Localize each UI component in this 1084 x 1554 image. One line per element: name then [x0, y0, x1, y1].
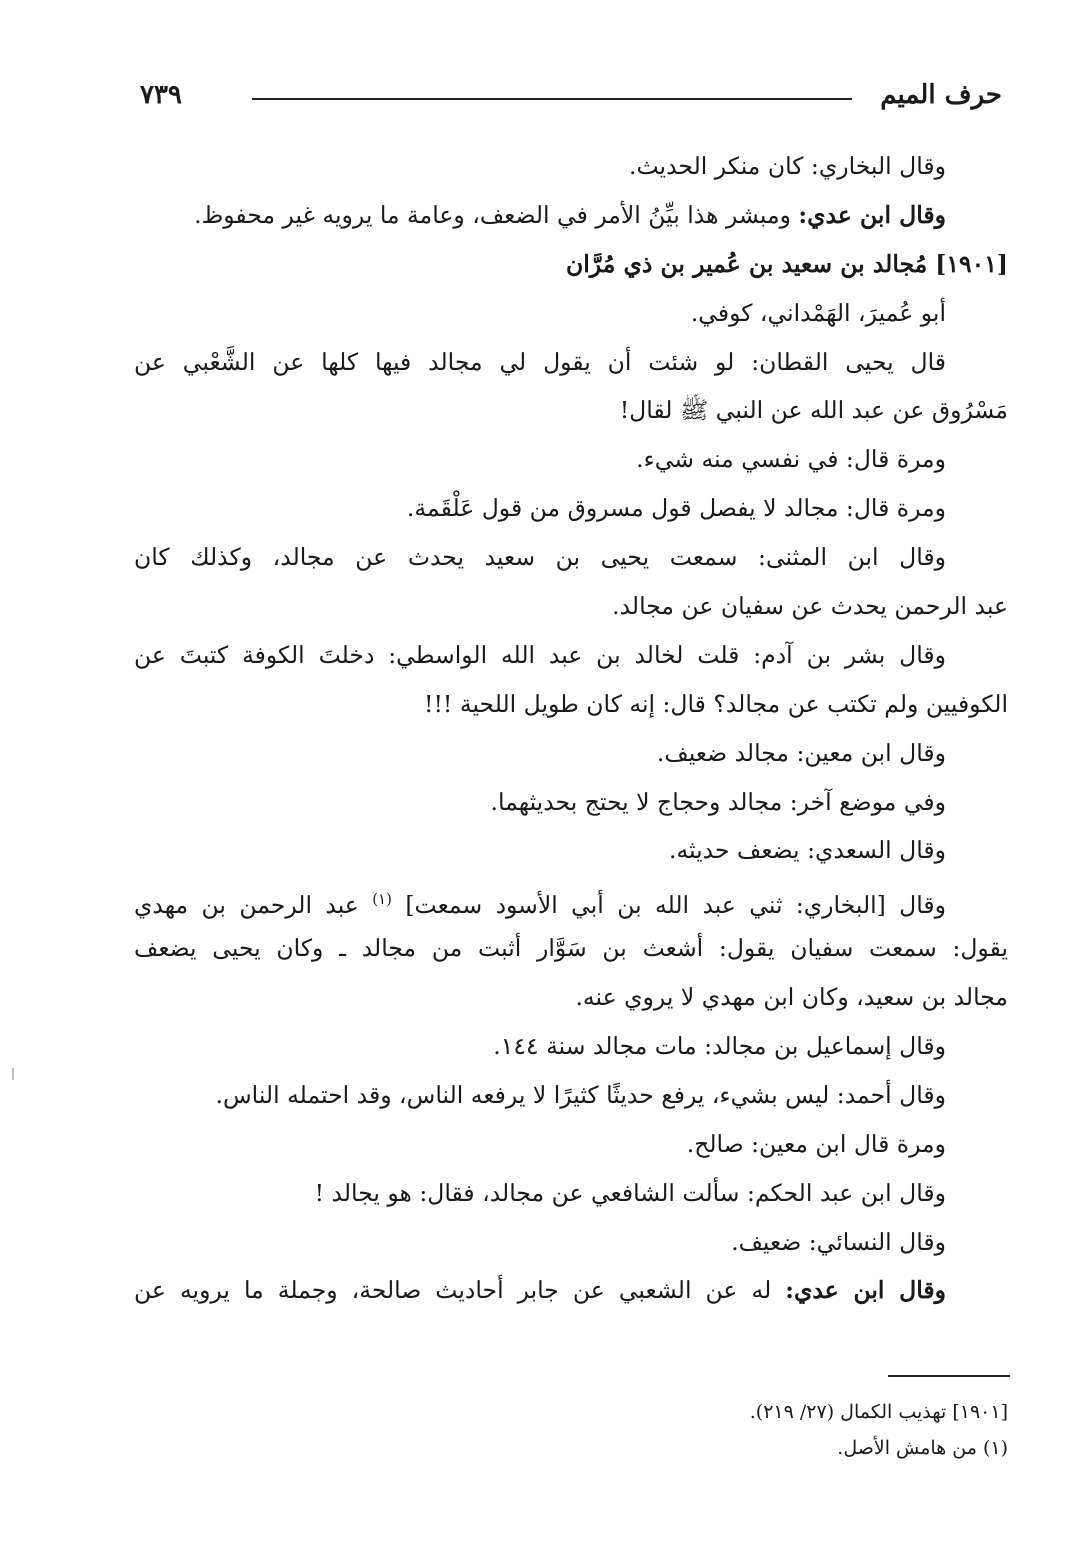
page-number: ٧٣٩	[140, 80, 182, 110]
entry-name: مُجالد بن سعيد بن عُمير بن ذي مُرَّان	[565, 249, 928, 278]
text-line: قال يحيى القطان: لو شئت أن يقول لي مجالد فيها كلها عن الشَّعْبي عن	[134, 347, 946, 376]
text-line: وقال ابن المثنى: سمعت يحيى بن سعيد يحدث عن مجالد، وكذلك كان	[134, 543, 946, 572]
text-line	[134, 191, 1008, 240]
text-line: ومرة قال: مجالد لا يفصل قول مسروق من قول عَلْقَمة.	[406, 494, 946, 523]
margin-mark	[12, 1068, 14, 1080]
footnote: [١٩٠١] تهذيب الكمال (٢٧/ ٢١٩).	[749, 1401, 1008, 1423]
line-text: ومبشر هذا بيِّنُ الأمر في الضعف، وعامة ما يرويه غير محفوظ.	[194, 200, 799, 229]
entry-heading	[134, 240, 1008, 289]
chapter-title: حرف الميم	[880, 80, 1002, 110]
running-head	[140, 78, 1002, 118]
text-line: مَسْرُوق عن عبد الله عن النبي ﷺ لقال!	[619, 396, 1008, 425]
text-line: وقال النسائي: ضعيف.	[731, 1227, 946, 1256]
text-line: أبو عُميرَ، الهَمْداني، كوفي.	[690, 298, 946, 327]
text-line: وقال البخاري: كان منكر الحديث.	[629, 152, 946, 180]
entry-number: [١٩٠١]	[935, 249, 1008, 278]
line-text: وقال [البخاري: ثني عبد الله بن أبي الأسود سمعت]	[405, 891, 946, 920]
text-line: يقول: سمعت سفيان يقول: أشعث بن سَوَّار أثبت من مجالد ـ وكان يحيى يضعف	[134, 934, 1008, 963]
text-line: وفي موضع آخر: مجالد وحجاج لا يحتج بحديثهما.	[490, 787, 946, 816]
main-text	[134, 142, 1008, 1315]
text-line: ومرة قال: في نفسي منه شيء.	[636, 445, 946, 474]
text-line: الكوفيين ولم تكتب عن مجالد؟ قال: إنه كان طويل اللحية !!!	[424, 689, 1008, 718]
footnote-rule	[888, 1375, 1010, 1377]
text-line: وقال بشر بن آدم: قلت لخالد بن عبد الله الواسطي: دخلتَ الكوفة كتبتَ عن	[134, 640, 946, 669]
line-text: له عن الشعبي عن جابر أحاديث صالحة، وجملة ما يرويه عن	[134, 1276, 786, 1305]
text-line: وقال السعدي: يضعف حديثه.	[668, 836, 946, 865]
text-line	[134, 1266, 1008, 1315]
footnote: (١) من هامش الأصل.	[837, 1437, 1008, 1459]
text-line	[134, 875, 1008, 924]
footnotes	[134, 1394, 1008, 1466]
speaker-label: وقال ابن عدي:	[785, 1276, 946, 1305]
text-line: مجالد بن سعيد، وكان ابن مهدي لا يروي عنه.	[575, 983, 1008, 1012]
text-line: وقال ابن عبد الحكم: سألت الشافعي عن مجالد، فقال: هو يجالد !	[314, 1178, 946, 1207]
header-rule	[252, 98, 852, 100]
text-line: ومرة قال ابن معين: صالح.	[686, 1129, 946, 1158]
text-line: عبد الرحمن يحدث عن سفيان عن مجالد.	[612, 592, 1008, 621]
text-line: وقال أحمد: ليس بشيء، يرفع حديثًا كثيرًا لا يرفعه الناس، وقد احتمله الناس.	[215, 1080, 946, 1109]
text-line: وقال ابن معين: مجالد ضعيف.	[656, 738, 946, 767]
speaker-label: وقال ابن عدي:	[798, 200, 946, 229]
text-line: وقال إسماعيل بن مجالد: مات مجالد سنة ١٤٤.	[493, 1032, 946, 1061]
line-text: عبد الرحمن بن مهدي	[134, 891, 373, 920]
footnote-ref: (١)	[372, 890, 392, 909]
